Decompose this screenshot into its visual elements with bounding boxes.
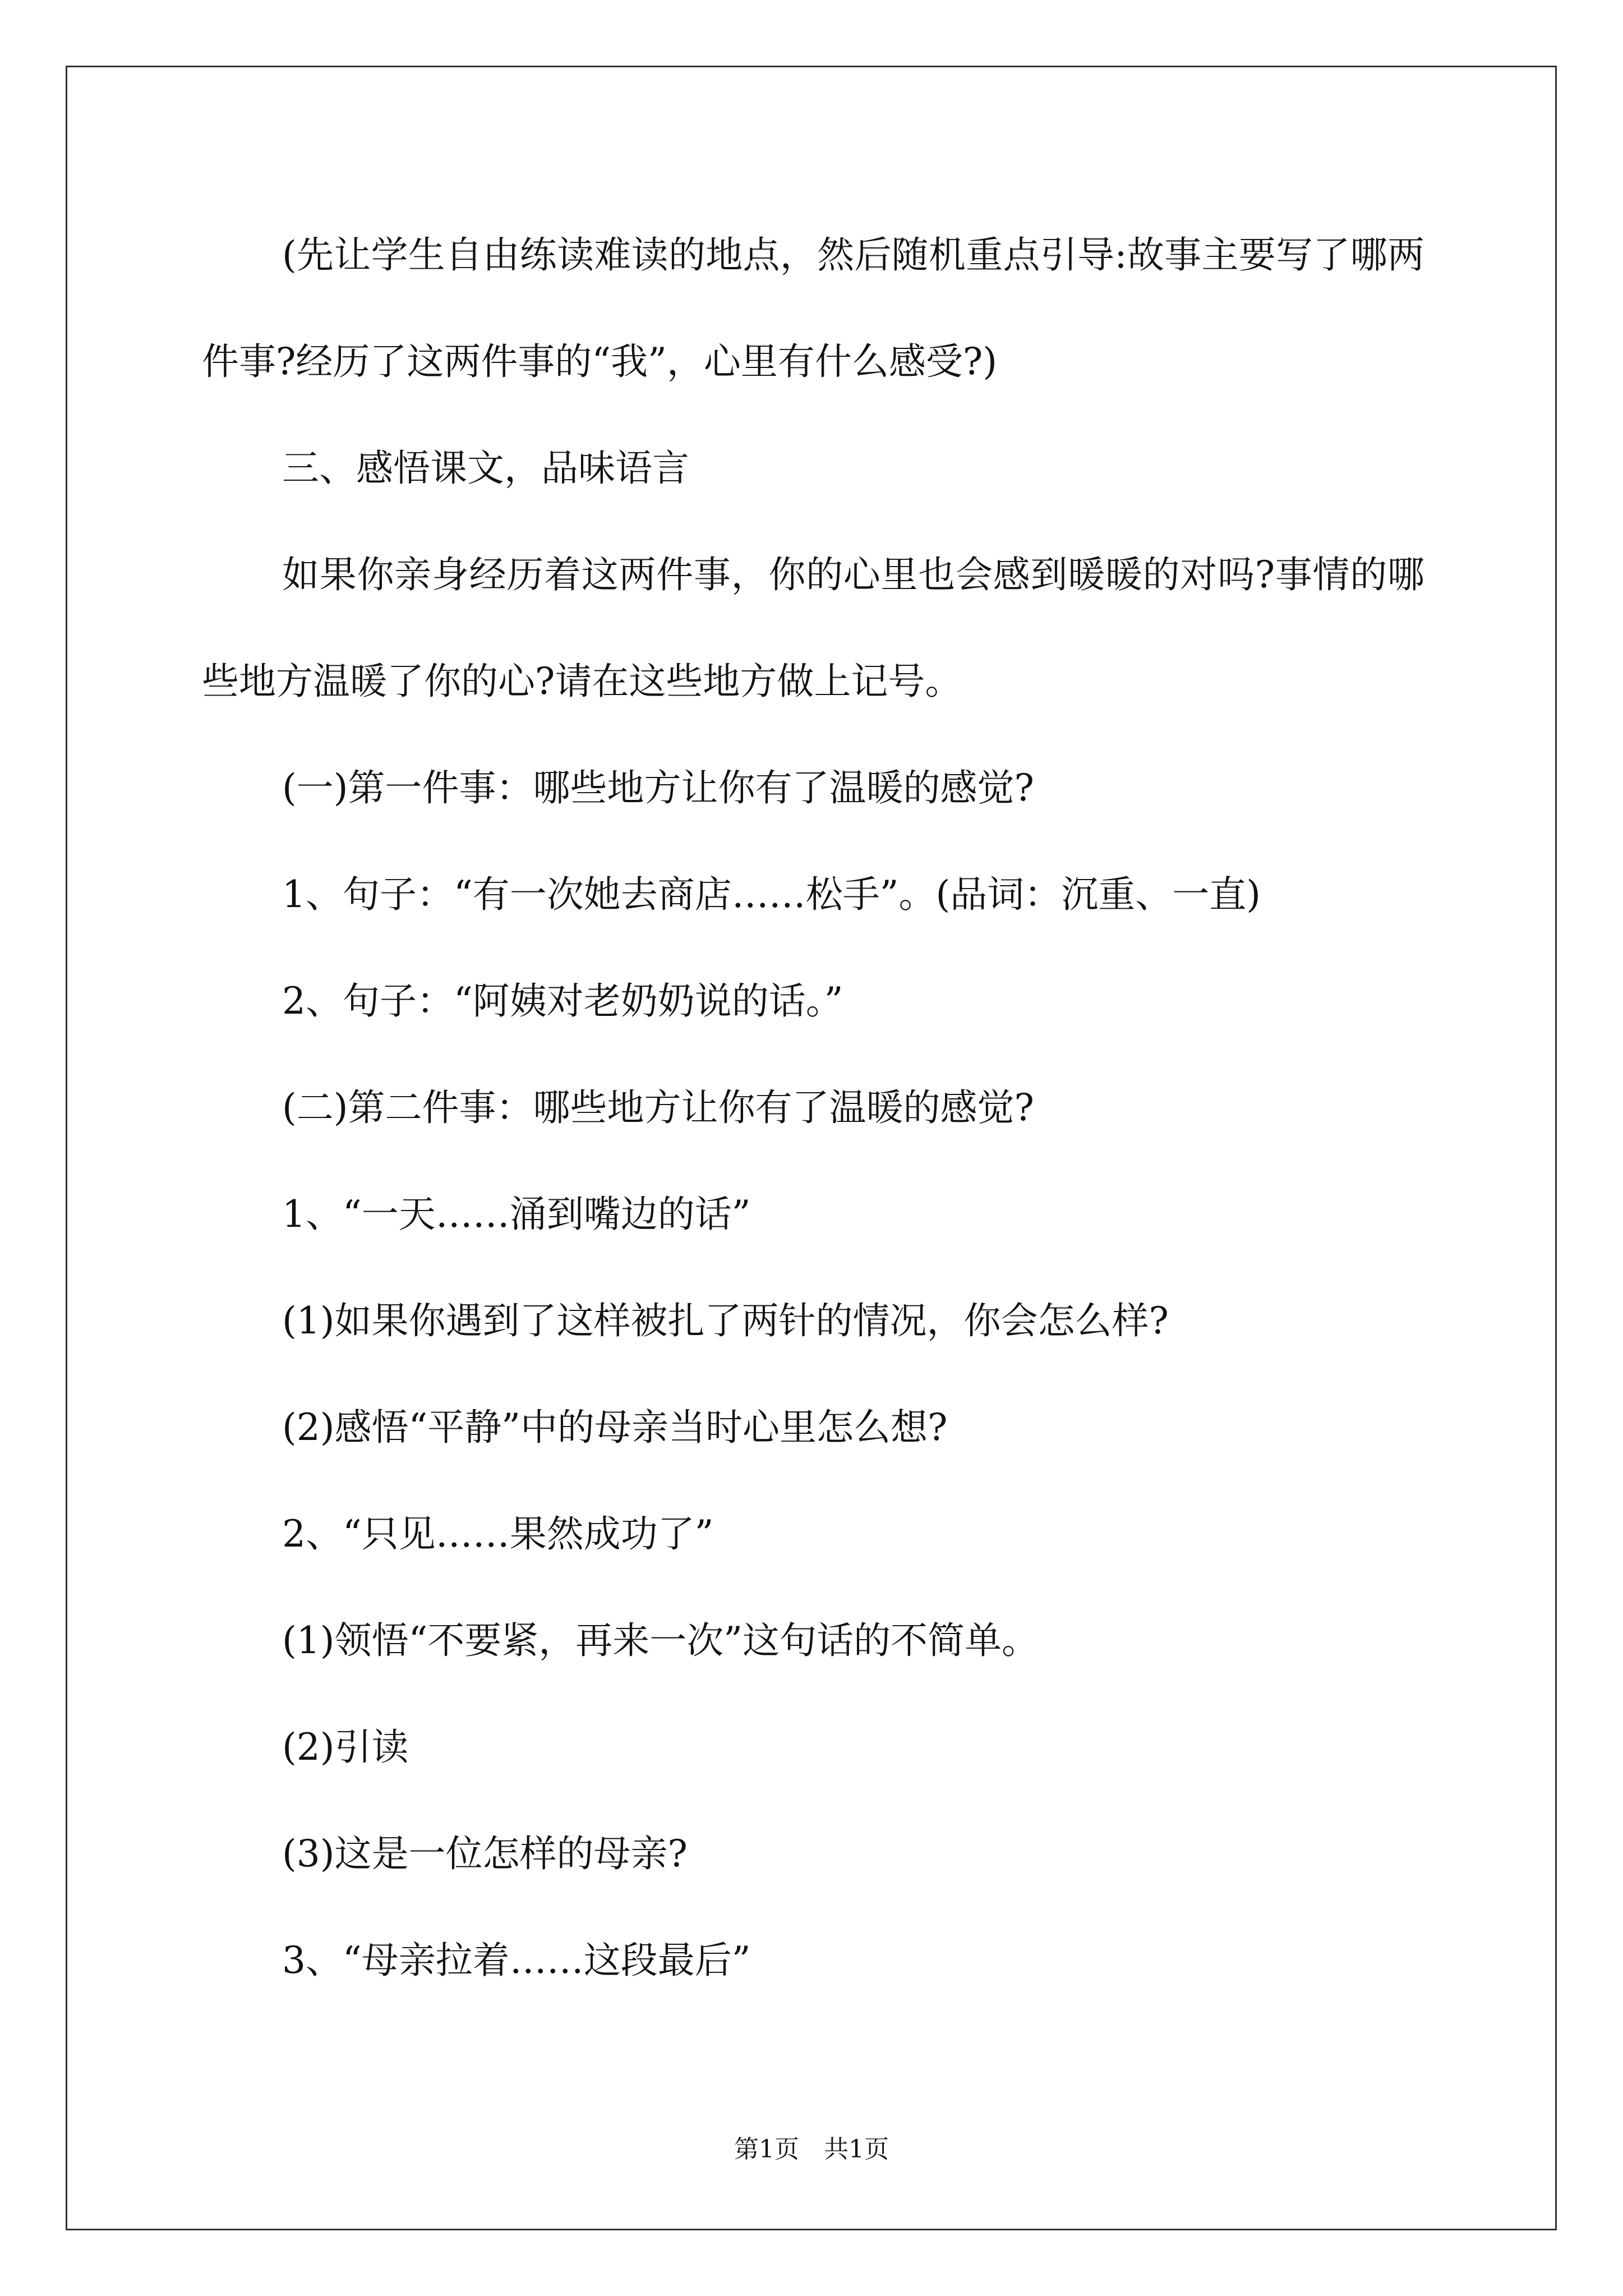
sub-item-2: (2)感悟“平静”中的母亲当时心里怎么想? — [282, 1406, 948, 1449]
sub-item-1b: (1)领悟“不要紧，再来一次”这句话的不简单。 — [282, 1619, 1039, 1662]
sub-item-2b: (2)引读 — [282, 1726, 409, 1769]
page-total: 共1页 — [824, 2135, 889, 2164]
list-item-1-quote: 1、“一天……涌到嘴边的话” — [282, 1193, 751, 1236]
page-footer — [0, 2129, 1623, 2165]
subheading-first-event: (一)第一件事：哪些地方让你有了温暖的感觉? — [282, 766, 1034, 809]
subheading-second-event: (二)第二件事：哪些地方让你有了温暖的感觉? — [282, 1086, 1034, 1129]
list-item-1-sentence: 1、句子：“有一次她去商店……松手”。(品词：沉重、一直) — [282, 873, 1261, 916]
page-number: 第1页 — [734, 2135, 799, 2164]
sub-item-3b: (3)这是一位怎样的母亲? — [282, 1832, 688, 1875]
list-item-2-quote: 2、“只见……果然成功了” — [282, 1512, 714, 1556]
paragraph-question: 如果你亲身经历着这两件事，你的心里也会感到暖暖的对吗?事情的哪些地方温暖了你的心?请在这些地方做上记号。 — [202, 553, 1424, 703]
paragraph-intro-note: (先让学生自由练读难读的地点，然后随机重点引导:故事主要写了哪两件事?经历了这两件事的“我”，心里有什么感受?) — [202, 233, 1424, 383]
document-body — [202, 202, 1424, 2014]
list-item-2-sentence: 2、句子：“阿姨对老奶奶说的话。” — [282, 979, 843, 1023]
section-heading-three: 三、感悟课文，品味语言 — [282, 447, 689, 490]
sub-item-1: (1)如果你遇到了这样被扎了两针的情况，你会怎么样? — [282, 1299, 1169, 1342]
list-item-3-quote: 3、“母亲拉着……这段最后” — [282, 1939, 751, 1982]
